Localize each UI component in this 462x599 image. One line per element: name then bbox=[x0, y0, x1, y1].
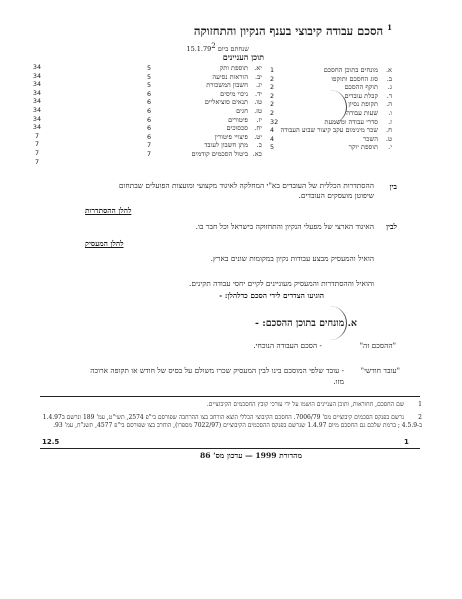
toc-letter: ג. bbox=[387, 83, 392, 92]
whereas-1: הואיל והמעסיק מבצע עבודות נקיון במקומות שונים בארץ. bbox=[210, 254, 374, 263]
toc-entry bbox=[212, 73, 262, 82]
toc-entry bbox=[346, 109, 392, 118]
party2-label: להלן המעסיק bbox=[85, 239, 124, 248]
document-title bbox=[194, 23, 392, 38]
agreed-line: הוגיעו הצדדים לידי הסכם כדלהלן: - bbox=[219, 291, 324, 300]
toc-entry bbox=[204, 141, 262, 150]
toc-page: 4 bbox=[270, 134, 275, 143]
title-text: הסכם עבודה קיבוצי בענף הנקיון והתחזוקה bbox=[193, 23, 384, 38]
toc-text: הוראות נסיעה bbox=[212, 72, 248, 81]
toc-text: שכר מינימום עקב קיצור שבוע העבודה bbox=[280, 126, 378, 135]
toc-entry bbox=[227, 124, 262, 133]
toc-page: 5 bbox=[147, 81, 152, 90]
toc-page: 1 bbox=[270, 66, 275, 74]
signed-text: שנחתם ביום 15.1.79 bbox=[186, 45, 249, 54]
toc-entry bbox=[206, 81, 262, 90]
footnote-1 bbox=[37, 401, 422, 409]
toc-letter: יב. bbox=[254, 72, 262, 81]
toc-entry bbox=[205, 98, 262, 107]
section-a-heading: א. מונחים בתוכן ההסכם: - bbox=[254, 318, 357, 329]
toc-row bbox=[270, 75, 392, 84]
footnote-1-text: שם החסכם, חחוראות, ותוכן העניינים הושמו על ידי עורכי קובץ החסכמים הקיבוציים. bbox=[206, 401, 405, 408]
toc-entry bbox=[345, 83, 392, 92]
toc-entry bbox=[191, 150, 262, 159]
term2-def: - עובד שלפי המוסכם בינו לבין המעסיק שכרו משולם על בסיס של חודש או תקופה ארוכה מזו. bbox=[90, 366, 344, 386]
toc-page: 2 bbox=[270, 74, 275, 83]
toc-entry bbox=[220, 64, 262, 73]
toc-far-page: 34 bbox=[32, 80, 42, 89]
toc-far-page: 34 bbox=[32, 71, 42, 80]
footer-right-number: 1 bbox=[404, 438, 409, 446]
toc-row bbox=[270, 92, 392, 101]
toc-page: 6 bbox=[147, 115, 152, 124]
toc-far-page: 34 bbox=[32, 63, 42, 71]
toc-text: סוג החסכם ותוקפו bbox=[331, 74, 378, 83]
toc-row bbox=[147, 81, 262, 90]
toc-letter: יח. bbox=[254, 124, 262, 133]
toc-row bbox=[270, 100, 392, 109]
toc-row bbox=[147, 133, 262, 142]
toc-text: מתן חשבון לעובד bbox=[204, 141, 248, 150]
toc-page: 2 bbox=[270, 91, 275, 100]
toc-text: ניכוי מיסים bbox=[220, 89, 248, 98]
toc-text: סכסוכים bbox=[226, 124, 248, 133]
footnote-1-num: 1 bbox=[418, 401, 422, 408]
toc-entry bbox=[344, 92, 392, 101]
toc-letter: ה. bbox=[386, 100, 392, 109]
toc-row bbox=[147, 116, 262, 125]
footnote-divider bbox=[40, 396, 420, 397]
toc-row bbox=[147, 73, 262, 82]
toc-text: שעות עבודה bbox=[346, 108, 378, 117]
toc-entry bbox=[236, 107, 262, 116]
toc-right-column bbox=[270, 66, 392, 152]
footer-edition: מהדורת 1999 — עדכון מס' 86 bbox=[199, 451, 302, 460]
toc-row bbox=[270, 143, 392, 152]
toc-far-page: 7 bbox=[34, 131, 40, 140]
signed-footnote-mark: 2 bbox=[211, 42, 216, 50]
toc-page: 7 bbox=[147, 141, 152, 150]
toc-letter: א. bbox=[385, 66, 392, 74]
toc-far-left-pages bbox=[30, 63, 44, 166]
toc-letter: ט. bbox=[385, 134, 392, 143]
toc-letter: ד. bbox=[386, 91, 392, 100]
toc-text: השכר bbox=[363, 134, 378, 143]
toc-row bbox=[147, 90, 262, 99]
toc-entry bbox=[348, 100, 392, 109]
toc-entry bbox=[215, 133, 262, 142]
toc-far-page: 34 bbox=[32, 123, 42, 132]
toc-page: 6 bbox=[147, 132, 152, 141]
toc-text: תוספת ותק bbox=[219, 64, 248, 72]
party1-label: להלן ההסתדרות bbox=[85, 206, 132, 215]
toc-entry bbox=[228, 116, 262, 125]
toc-far-page: 7 bbox=[34, 157, 40, 166]
toc-far-page: 34 bbox=[32, 105, 42, 114]
term2-word: "עובד חודשי" bbox=[360, 366, 400, 375]
toc-row bbox=[270, 66, 392, 75]
toc-row bbox=[147, 98, 262, 107]
toc-title: תוכן העניינים bbox=[222, 52, 264, 62]
toc-letter: ו. bbox=[388, 108, 392, 117]
toc-page: 6 bbox=[147, 106, 152, 115]
party1-text: ההסתדרות הכללית של העובדים בא"י המחלקה לאיגוד מקצועי ומועצות הפועלים שבתחום שיפוטן מועסקים העובדים. bbox=[118, 181, 374, 200]
party-between-word: בין bbox=[389, 182, 397, 191]
toc-row bbox=[147, 141, 262, 150]
toc-letter: יז. bbox=[256, 115, 262, 124]
toc-row bbox=[147, 124, 262, 133]
whereas-2: והואיל וההסתדרות והמעסיק מעוניינים לקיים יחסי עבודה תקינים. bbox=[189, 279, 374, 288]
toc-text: חשבון המשכורת bbox=[206, 81, 248, 90]
term1-def: - הסכם העבודה הנוכחי. bbox=[253, 341, 322, 350]
toc-page: 7 bbox=[147, 149, 152, 158]
toc-page: 5 bbox=[270, 143, 275, 152]
toc-letter: טז. bbox=[254, 106, 262, 115]
toc-row bbox=[147, 64, 262, 73]
toc-far-page: 7 bbox=[34, 148, 40, 157]
toc-letter: יא. bbox=[254, 64, 262, 72]
toc-row bbox=[147, 150, 262, 159]
toc-row bbox=[270, 109, 392, 118]
party-and-word: לבין bbox=[386, 222, 397, 231]
toc-letter: יט. bbox=[254, 132, 262, 141]
toc-page: 32 bbox=[270, 117, 279, 126]
toc-entry bbox=[220, 90, 262, 99]
toc-text: חגים bbox=[236, 106, 248, 115]
toc-text: פיצויי פיטורין bbox=[214, 132, 248, 141]
toc-far-page: 34 bbox=[32, 88, 42, 97]
toc-row bbox=[270, 83, 392, 92]
toc-text: תנאים סוציאליים bbox=[204, 98, 248, 107]
toc-left-column bbox=[147, 64, 262, 159]
toc-far-page: 34 bbox=[32, 97, 42, 106]
toc-letter: ז. bbox=[388, 117, 392, 126]
toc-text: מונחים בתוכן החסכם bbox=[323, 66, 378, 74]
toc-entry bbox=[349, 143, 392, 152]
toc-page: 6 bbox=[147, 89, 152, 98]
toc-text: ביטול הסכמים קודמים bbox=[191, 149, 248, 158]
toc-page: 5 bbox=[147, 64, 152, 72]
party2-text: האיגוד הארצי של מפעלי הנקיון והתחזוקה בישראל וכל חבר בו. bbox=[195, 222, 374, 231]
toc-page: 2 bbox=[270, 83, 275, 92]
toc-text: סדרי עבודה ומשמעת bbox=[324, 117, 378, 126]
toc-letter: יד. bbox=[255, 89, 262, 98]
toc-letter: כ. bbox=[256, 141, 262, 150]
toc-entry bbox=[363, 135, 392, 144]
footer-divider bbox=[40, 448, 420, 449]
toc-page: 2 bbox=[270, 108, 275, 117]
toc-letter: י. bbox=[388, 143, 392, 152]
toc-text: תקופת נסיון bbox=[348, 100, 378, 109]
toc-far-page: 34 bbox=[32, 114, 42, 123]
footer-left-number: 12.5 bbox=[42, 438, 60, 446]
toc-row bbox=[270, 126, 392, 135]
footnote-2-num: 2 bbox=[418, 414, 422, 421]
footnote-2 bbox=[37, 414, 422, 430]
footnote-2-text: נרשם בפנקס הסכמים קיבוציים מס' 7006/79. החסכם הקיבוצי הכללי הוצא הורחב בצו ההרחבה שפורסם בי"פ 2574, תשי"ט, עמ' 189 ונרשם ב1.4.97 ב-4.5.9 ; ברמת שלכם גם החסכם מיום 1.4.97 שנרשם בפנקס ההסכמים הקיבוציים (7022/97 מספרו), הוחרב בצו שפורסם בי"פ 4577, תשנ"ח, עמ' 93. bbox=[42, 414, 422, 429]
toc-page: 2 bbox=[270, 100, 275, 109]
toc-text: פיטורים bbox=[228, 115, 248, 124]
toc-text: תוספת יוקר bbox=[348, 143, 378, 152]
toc-letter: ח. bbox=[386, 126, 392, 135]
toc-entry bbox=[331, 75, 392, 84]
toc-page: 6 bbox=[147, 98, 152, 107]
toc-letter: טו. bbox=[254, 98, 262, 107]
toc-far-page: 7 bbox=[34, 140, 40, 149]
toc-letter: כא. bbox=[252, 149, 262, 158]
toc-page: 5 bbox=[147, 72, 152, 81]
toc-row bbox=[270, 118, 392, 127]
toc-letter: יג. bbox=[255, 81, 262, 90]
title-footnote-mark: 1 bbox=[387, 23, 392, 32]
toc-text: תוקף ההסכם bbox=[344, 83, 378, 92]
toc-row bbox=[147, 107, 262, 116]
toc-entry bbox=[280, 126, 392, 135]
toc-row bbox=[270, 135, 392, 144]
toc-page: 6 bbox=[147, 124, 152, 133]
toc-entry bbox=[324, 118, 392, 127]
toc-letter: ב. bbox=[386, 74, 392, 83]
toc-entry bbox=[324, 66, 392, 75]
toc-page: 4 bbox=[270, 126, 275, 135]
term1-word: "ההסכם זה" bbox=[359, 341, 396, 350]
toc-text: קבלת עובדים bbox=[344, 91, 378, 100]
